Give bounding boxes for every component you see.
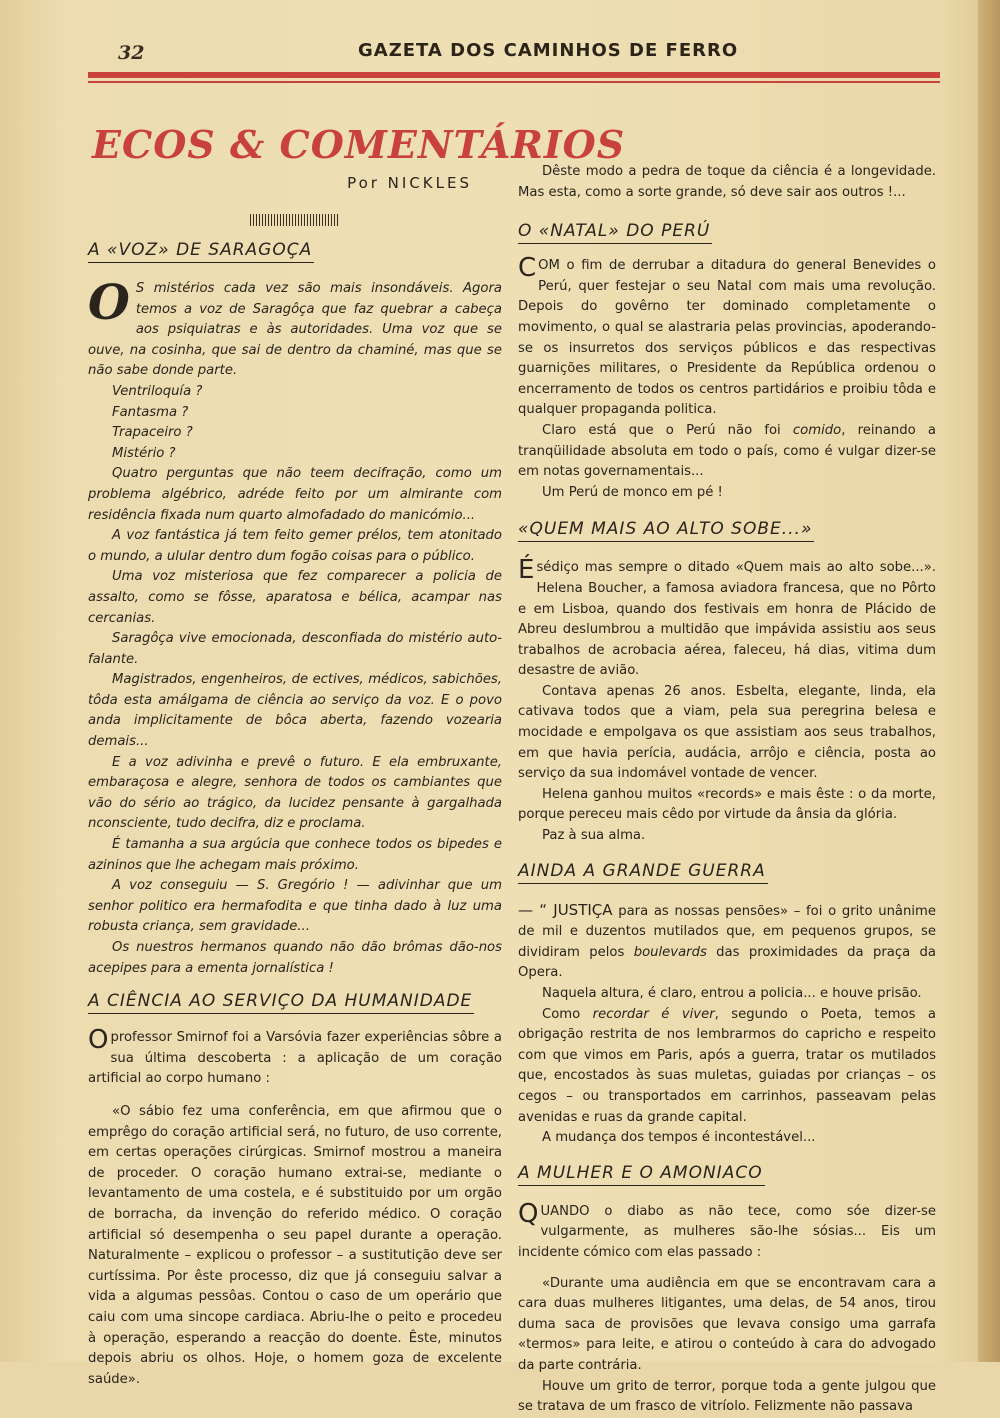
emphasis-text: boulevards [633, 944, 707, 960]
paragraph-text: , reinando a tranqüilidade absoluta em todo o país, como é vulgar dizer-se em notas governamentais... [518, 422, 936, 480]
article-ciencia [88, 1025, 502, 1390]
section-title-mulher: A MULHER E O AMONIACO [518, 1163, 765, 1186]
section-title-guerra: AINDA A GRANDE GUERRA [518, 861, 768, 884]
article-paragraph [518, 900, 936, 984]
emphasis-text: comido [792, 422, 842, 438]
article-paragraph: Naquela altura, é claro, entrou a policia... e houve prisão. [542, 986, 922, 1001]
paragraph-text: OM o fim de derrubar a ditadura do general Benevides o Perú, quer festejar o seu Natal com mais uma revolução. Depois do govêrno ter dominado completamente o movimento, o qual se alastraria pelas provincias, apoderando-se os insurretos dos serviços públicos e das respectivas guarnições militares, o Presidente da República ordenou o encerramento de todos os centros partidários e proibiu tôda e qualquer propaganda politica. [518, 258, 936, 418]
article-paragraph: Os nuestros hermanos quando não dão brômas dão-nos acepipes para a ementa jornalística ! [88, 940, 502, 976]
paragraph-text: sédiço mas sempre o ditado «Quem mais ao alto sobe...». Helena Boucher, a famosa aviadora francesa, que no Pôrto e em Lisboa, quando dos festivais em honra de Plácido de Abreu deslumbrou a multidão que impávida assistiu aos seus trabalhos de acrobacia aérea, faleceu, há dias, vitima dum desastre de avião. [518, 560, 936, 679]
article-paragraph: Contava apenas 26 anos. Esbelta, elegante, linda, ela cativava todos que a viam, pela sua peregrina belesa e mocidade e empolgava os que assistiam aos seus trabalhos, em que havia perícia, audácia, arrôjo e ciência, posta ao serviço da sua indomável vontade de vencer. [518, 683, 936, 782]
paragraph-text: para as nossas pensões» – foi o grito unânime de mil e duzentos mutilados que, em pequenos grupos, se dividiram pelos [518, 903, 936, 960]
article-paragraph: Magistrados, engenheiros, de ectives, médicos, sabichões, tôda esta amálgama de ciência ao serviço da voz. E o povo anda implicitamente de bôca aberta, fazendo vozearia demais... [88, 672, 502, 750]
paragraph-text: , segundo o Poeta, temos a obrigação restrita de nos lembrarmos do capricho e respeito com que vimos em Paris, após a guerra, tratar os mutilados que, encostados às suas muletas, guiadas por crianças – os cegos – ou transportados em carrinhos, passeavam pelas avenidas e ruas da grande capital. [518, 1006, 936, 1125]
article-paragraph: A voz fantástica já tem feito gemer prélos, tem atonitado o mundo, a ulular dentro dum fogão coisas para o público. [88, 528, 502, 564]
header-rule-thin [88, 81, 940, 83]
feature-title: ECOS & COMENTÁRIOS [92, 122, 626, 167]
section-title-voz: A «VOZ» DE SARAGOÇA [88, 240, 314, 263]
paragraph-text: UANDO o diabo as não tece, como sóe dizer-se vulgarmente, as mulheres são-lhe sósias... Eis um incidente cómico com elas passado : [518, 1203, 936, 1260]
article-guerra [518, 900, 936, 1149]
question-line: Mistério ? [112, 445, 176, 461]
section-title-quem: «QUEM MAIS AO ALTO SOBE...» [518, 519, 814, 542]
article-paragraph [518, 253, 936, 421]
article-paragraph: A voz conseguiu — S. Gregório ! — adivinhar que um senhor politico era hermafodita e que tinha dado à luz uma robusta criança, sem gravidade... [88, 878, 502, 935]
page-number: 32 [118, 42, 145, 64]
journal-title: GAZETA DOS CAMINHOS DE FERRO [358, 40, 739, 61]
article-natal [518, 253, 936, 503]
quoted-paragraph: «Durante uma audiência em que se encontravam cara a cara duas mulheres litigantes, uma delas, de 54 anos, tirou duma saca de provisões que levava consigo uma garrafa «termos» para leite, e atirou o conteúdo à cara do advogado da parte contrária. [518, 1275, 936, 1373]
running-head [118, 38, 938, 68]
section-title-ciencia: A CIÊNCIA AO SERVIÇO DA HUMANIDADE [88, 991, 474, 1014]
article-paragraph [518, 555, 936, 682]
article-paragraph [518, 1005, 936, 1129]
page-edge [978, 0, 1000, 1362]
article-paragraph: A mudança dos tempos é incontestável... [542, 1130, 816, 1146]
question-line: Trapaceiro ? [112, 425, 193, 441]
question-line: Fantasma ? [112, 404, 189, 420]
drop-cap: Q [518, 1198, 539, 1229]
drop-cap: É [518, 555, 535, 586]
drop-cap: C [518, 253, 537, 284]
lead-word: — “ JUSTIÇA [518, 900, 613, 919]
question-line: Ventriloquía ? [112, 383, 203, 399]
article-mulher [518, 1198, 936, 1418]
paragraph-text: professor Smirnof foi a Varsóvia fazer experiências sôbre a sua última descoberta : a aplicação de um coração artificial ao corpo humano : [88, 1030, 502, 1087]
right-column [518, 118, 936, 1418]
emphasis-text: recordar é viver [592, 1006, 715, 1022]
article-paragraph [518, 1198, 936, 1264]
quoted-paragraph: «O sábio fez uma conferência, em que afirmou que o emprêgo do coração artificial será, no futuro, de uso corrente, em certas operações cirúrgicas. Smirnof mostrou a maneira de proceder. O coração humano extrai-se, mediante o levantamento de uma costela, e é substituido por um orgão de borracha, da invenção do referido médico. O coração artificial só desempenha o seu papel durante a operação. Naturalmente – explicou o professor – a sustitutição deve ser curtíssima. Por êste processo, diz que já conseguiu salvar a vida a algumas pessôas. Contou o caso de um operário que caiu com uma sincope cardiaca. Abriu-lhe o peito e procedeu à operação, esperando a reacção do doente. Êste, minutos depois abriu os olhos. Hoje, o homem goza de excelente saúde». [88, 1103, 502, 1387]
article-voz [88, 275, 502, 979]
article-paragraph: Houve um grito de terror, porque toda a gente julgou que se tratava de um frasco de vitríolo. Felizmente não passava [518, 1378, 936, 1415]
ornament-divider [250, 214, 340, 226]
article-paragraph: É tamanha a sua argúcia que conhece todos os bipedes e azininos que lhe achegam mais próximo. [88, 837, 502, 873]
article-paragraph: Dêste modo a pedra de toque da ciência é a longevidade. Mas esta, como a sorte grande, só deve sair aos outros !... [518, 164, 936, 200]
article-paragraph: Um Perú de monco em pé ! [542, 484, 723, 500]
paragraph-text: S mistérios cada vez são mais insondáveis. Agora temos a voz de Saragôça que faz quebrar a cabeça aos psiquiatras e às autoridades. Uma voz que se ouve, na cosinha, que sai de dentro da chaminé, mas que se não sabe donde parte. [88, 281, 502, 379]
article-paragraph: Saragôça vive emocionada, desconfiada do mistério auto-falante. [88, 631, 502, 667]
article-paragraph: Uma voz misteriosa que fez comparecer a policia de assalto, como se fôsse, aparatosa e bélica, acampar nas cercanias. [88, 569, 502, 626]
byline: Por NICKLES [347, 174, 472, 192]
paragraph-text: Claro está que o Perú não foi [542, 422, 793, 438]
header-rule [88, 72, 940, 78]
article-paragraph: E a voz adivinha e prevê o futuro. E ela embruxante, embaraçosa e alegre, senhora de todos os cambiantes que vão do sério ao trágico, da lucidez pensante à gargalhada nconsciente, tudo decifra, diz e proclama. [88, 754, 502, 832]
paragraph-text: Como [542, 1006, 593, 1022]
paragraph-text: das proximidades da praça da Opera. [518, 944, 937, 981]
article-quem [518, 555, 936, 846]
drop-cap: O [88, 1025, 109, 1056]
article-paragraph [88, 275, 502, 382]
article-paragraph: Paz à sua alma. [542, 828, 646, 844]
section-title-natal: O «NATAL» DO PERÚ [518, 221, 712, 244]
article-paragraph [518, 421, 936, 483]
article-paragraph: Helena ganhou muitos «records» e mais êste : o da morte, porque pereceu mais cêdo por virtude da ânsia da glória. [518, 786, 936, 823]
article-paragraph [88, 1025, 502, 1090]
article-paragraph: Quatro perguntas que não teem decifração, como um problema algébrico, adréde feito por um almirante com residência fixada num quarto almofadado do manicómio... [88, 466, 502, 523]
drop-cap: O [88, 275, 130, 331]
